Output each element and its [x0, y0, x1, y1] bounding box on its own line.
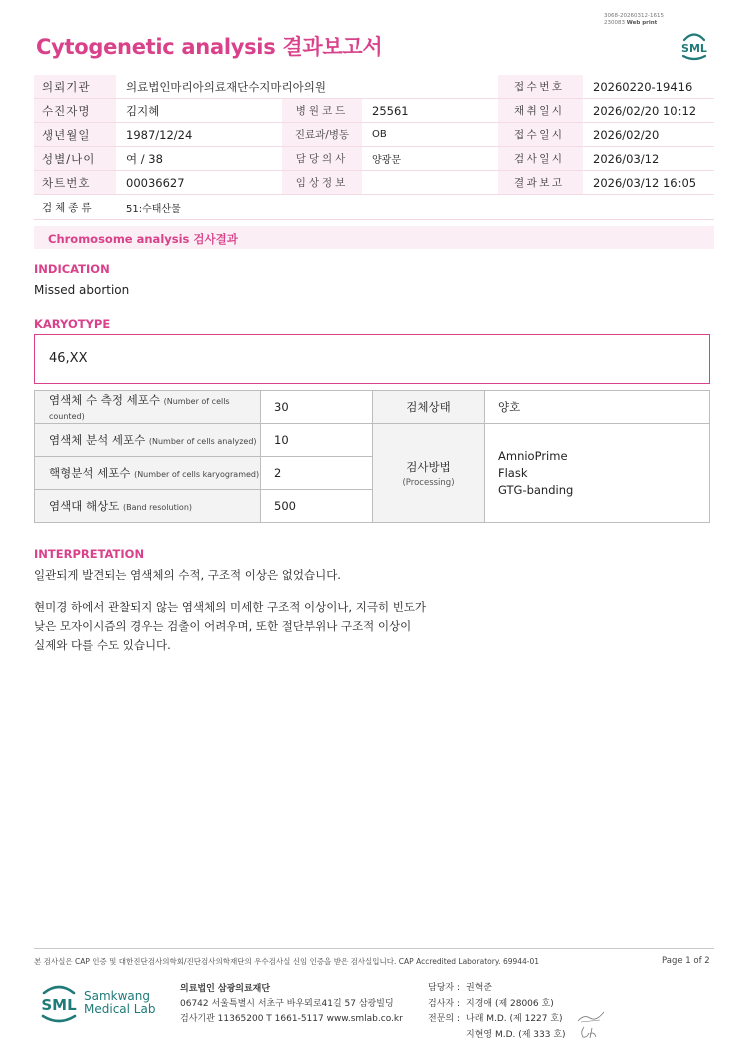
- count-label-text: 염색체 분석 세포수: [49, 433, 146, 447]
- count-label-sub: (Number of cells analyzed): [148, 437, 257, 446]
- table-row: [35, 391, 710, 424]
- info-value: 여 / 38: [116, 147, 282, 171]
- page-number: Page 1 of 2: [662, 956, 710, 966]
- info-row: [34, 99, 714, 123]
- print-id: [604, 13, 664, 27]
- info-row: [34, 123, 714, 147]
- info-value: 2026/02/20 10:12: [583, 99, 714, 123]
- specimen-value: 양호: [485, 391, 710, 424]
- interpretation-line: 현미경 하에서 관찰되지 않는 염색체의 미세한 구조적 이상이나, 지극히 빈도가: [34, 600, 427, 614]
- organization-info: [180, 982, 403, 1027]
- info-value: 2026/03/12 16:05: [583, 171, 714, 195]
- interpretation-note: [34, 598, 426, 655]
- count-label-text: 핵형분석 세포수: [49, 466, 131, 480]
- staff-name: 지현영 M.D. (제 333 호): [466, 1029, 566, 1040]
- accreditation-note: 본 검사실은 CAP 인증 및 대한진단검사의학회/진단검사의학재단의 우수검사실 신임 인증을 받은 검사실입니다. CAP Accredited Laboratory. 69944-01: [34, 957, 540, 966]
- info-label: 검체종류: [34, 195, 116, 220]
- staff-name: 나래 M.D. (제 1227 호): [466, 1014, 563, 1024]
- info-value: OB: [362, 123, 498, 147]
- samkwang-logo: [36, 980, 160, 1026]
- count-value: 30: [261, 391, 373, 424]
- staff-role: 담당자 :: [428, 983, 460, 993]
- info-label: 차트번호: [34, 171, 116, 195]
- info-row: [34, 171, 714, 195]
- processing-label-text: 검사방법: [406, 459, 451, 474]
- table-row: [35, 424, 710, 457]
- logo-mark-text: SML: [41, 996, 77, 1014]
- staff-role: 검사자 :: [428, 998, 460, 1009]
- section-header: [34, 226, 714, 249]
- print-id-web-print: Web print: [626, 20, 658, 26]
- count-label-sub: (Number of cells karyogramed): [134, 470, 260, 479]
- info-label: 접수번호: [498, 75, 583, 99]
- staff-name: 지경애 (제 28006 호): [466, 998, 554, 1009]
- footer-divider: [34, 948, 714, 949]
- processing-value: GTG-banding: [498, 482, 574, 497]
- info-label: 담당의사: [282, 147, 362, 171]
- logo-name-line1: Samkwang: [84, 989, 150, 1003]
- count-value: 500: [261, 490, 373, 523]
- indication-label: INDICATION: [34, 262, 110, 276]
- info-label: 성별/나이: [34, 147, 116, 171]
- count-label-text: 염색대 해상도: [49, 499, 120, 513]
- indication-text: Missed abortion: [34, 283, 130, 297]
- org-name: 의료법인 삼광의료재단: [180, 984, 271, 994]
- staff-list: [428, 981, 566, 1043]
- karyotype-label: KARYOTYPE: [34, 317, 111, 331]
- info-value: 의료법인마리아의료재단수지마리아의원: [116, 75, 498, 99]
- specimen-label: 검체상태: [373, 391, 485, 424]
- interpretation-label: INTERPRETATION: [34, 547, 145, 561]
- info-label: 채취일시: [498, 99, 583, 123]
- processing-value: Flask: [498, 465, 528, 480]
- info-label: 의뢰기관: [34, 75, 116, 99]
- cell-count-table: [34, 390, 710, 523]
- patient-info-table: [34, 75, 714, 220]
- info-value: 2026/02/20: [583, 123, 714, 147]
- info-value: 양광문: [362, 147, 498, 171]
- info-row: [34, 195, 714, 220]
- signature-icon: [578, 1024, 604, 1040]
- sml-logo-icon: [676, 27, 712, 63]
- info-label: 생년월일: [34, 123, 116, 147]
- signature-icon: [576, 1010, 606, 1024]
- logo-name-line2: Medical Lab: [84, 1002, 156, 1016]
- info-label: 검사일시: [498, 147, 583, 171]
- info-value: 20260220-19416: [583, 75, 714, 99]
- org-address: 06742 서울특별시 서초구 바우뫼로41길 57 삼광빌딩: [180, 999, 394, 1009]
- sml-mark-icon: [36, 980, 82, 1026]
- interpretation-line: 실제와 다를 수도 있습니다.: [34, 638, 171, 652]
- count-label: [35, 391, 261, 424]
- info-label: 접수일시: [498, 123, 583, 147]
- count-label-sub: (Number of cells counted): [49, 397, 230, 421]
- info-label: 진료과/병동: [282, 123, 362, 147]
- staff-row: [428, 1028, 566, 1044]
- info-label: 수진자명: [34, 99, 116, 123]
- info-value: 2026/03/12: [583, 147, 714, 171]
- count-value: 2: [261, 457, 373, 490]
- count-label: [35, 457, 261, 490]
- count-label: [35, 424, 261, 457]
- org-contact: 검사기관 11365200 T 1661-5117 www.smlab.co.kr: [180, 1014, 403, 1024]
- staff-name: 권혁준: [466, 983, 493, 993]
- print-id-line1: 3068-20260312-1615: [604, 13, 664, 19]
- count-label-sub: (Band resolution): [122, 503, 193, 512]
- info-row: [34, 75, 714, 99]
- page-title: Cytogenetic analysis 결과보고서: [36, 35, 383, 59]
- count-label: [35, 490, 261, 523]
- staff-row: [428, 997, 566, 1013]
- interpretation-line: 낮은 모자이시즘의 경우는 검출이 어려우며, 또한 절단부위나 구조적 이상이: [34, 619, 412, 633]
- info-value: 00036627: [116, 171, 282, 195]
- info-value: 김지혜: [116, 99, 282, 123]
- info-value: 25561: [362, 99, 498, 123]
- interpretation-summary: 일관되게 발견되는 염색체의 수적, 구조적 이상은 없었습니다.: [34, 568, 341, 582]
- karyotype-value: 46,XX: [49, 351, 88, 366]
- section-title: Chromosome analysis 검사결과: [48, 232, 238, 246]
- karyotype-box: [34, 334, 710, 384]
- info-row: [34, 147, 714, 171]
- staff-row: [428, 1012, 566, 1028]
- info-label: 병원코드: [282, 99, 362, 123]
- processing-values: [485, 424, 710, 523]
- print-id-line2: 230083: [604, 20, 625, 26]
- staff-role: 전문의 :: [428, 1014, 460, 1024]
- processing-label-sub: (Processing): [402, 477, 455, 488]
- staff-row: [428, 981, 566, 997]
- count-value: 10: [261, 424, 373, 457]
- processing-label: [373, 424, 485, 523]
- info-value: [362, 171, 498, 195]
- count-label-text: 염색체 수 측정 세포수: [49, 393, 160, 407]
- info-label: 임상정보: [282, 171, 362, 195]
- info-label: 결과보고: [498, 171, 583, 195]
- processing-value: AmnioPrime: [498, 448, 568, 463]
- logo-text: SML: [681, 42, 707, 55]
- info-value: 1987/12/24: [116, 123, 282, 147]
- info-value: 51:수태산물: [116, 195, 714, 220]
